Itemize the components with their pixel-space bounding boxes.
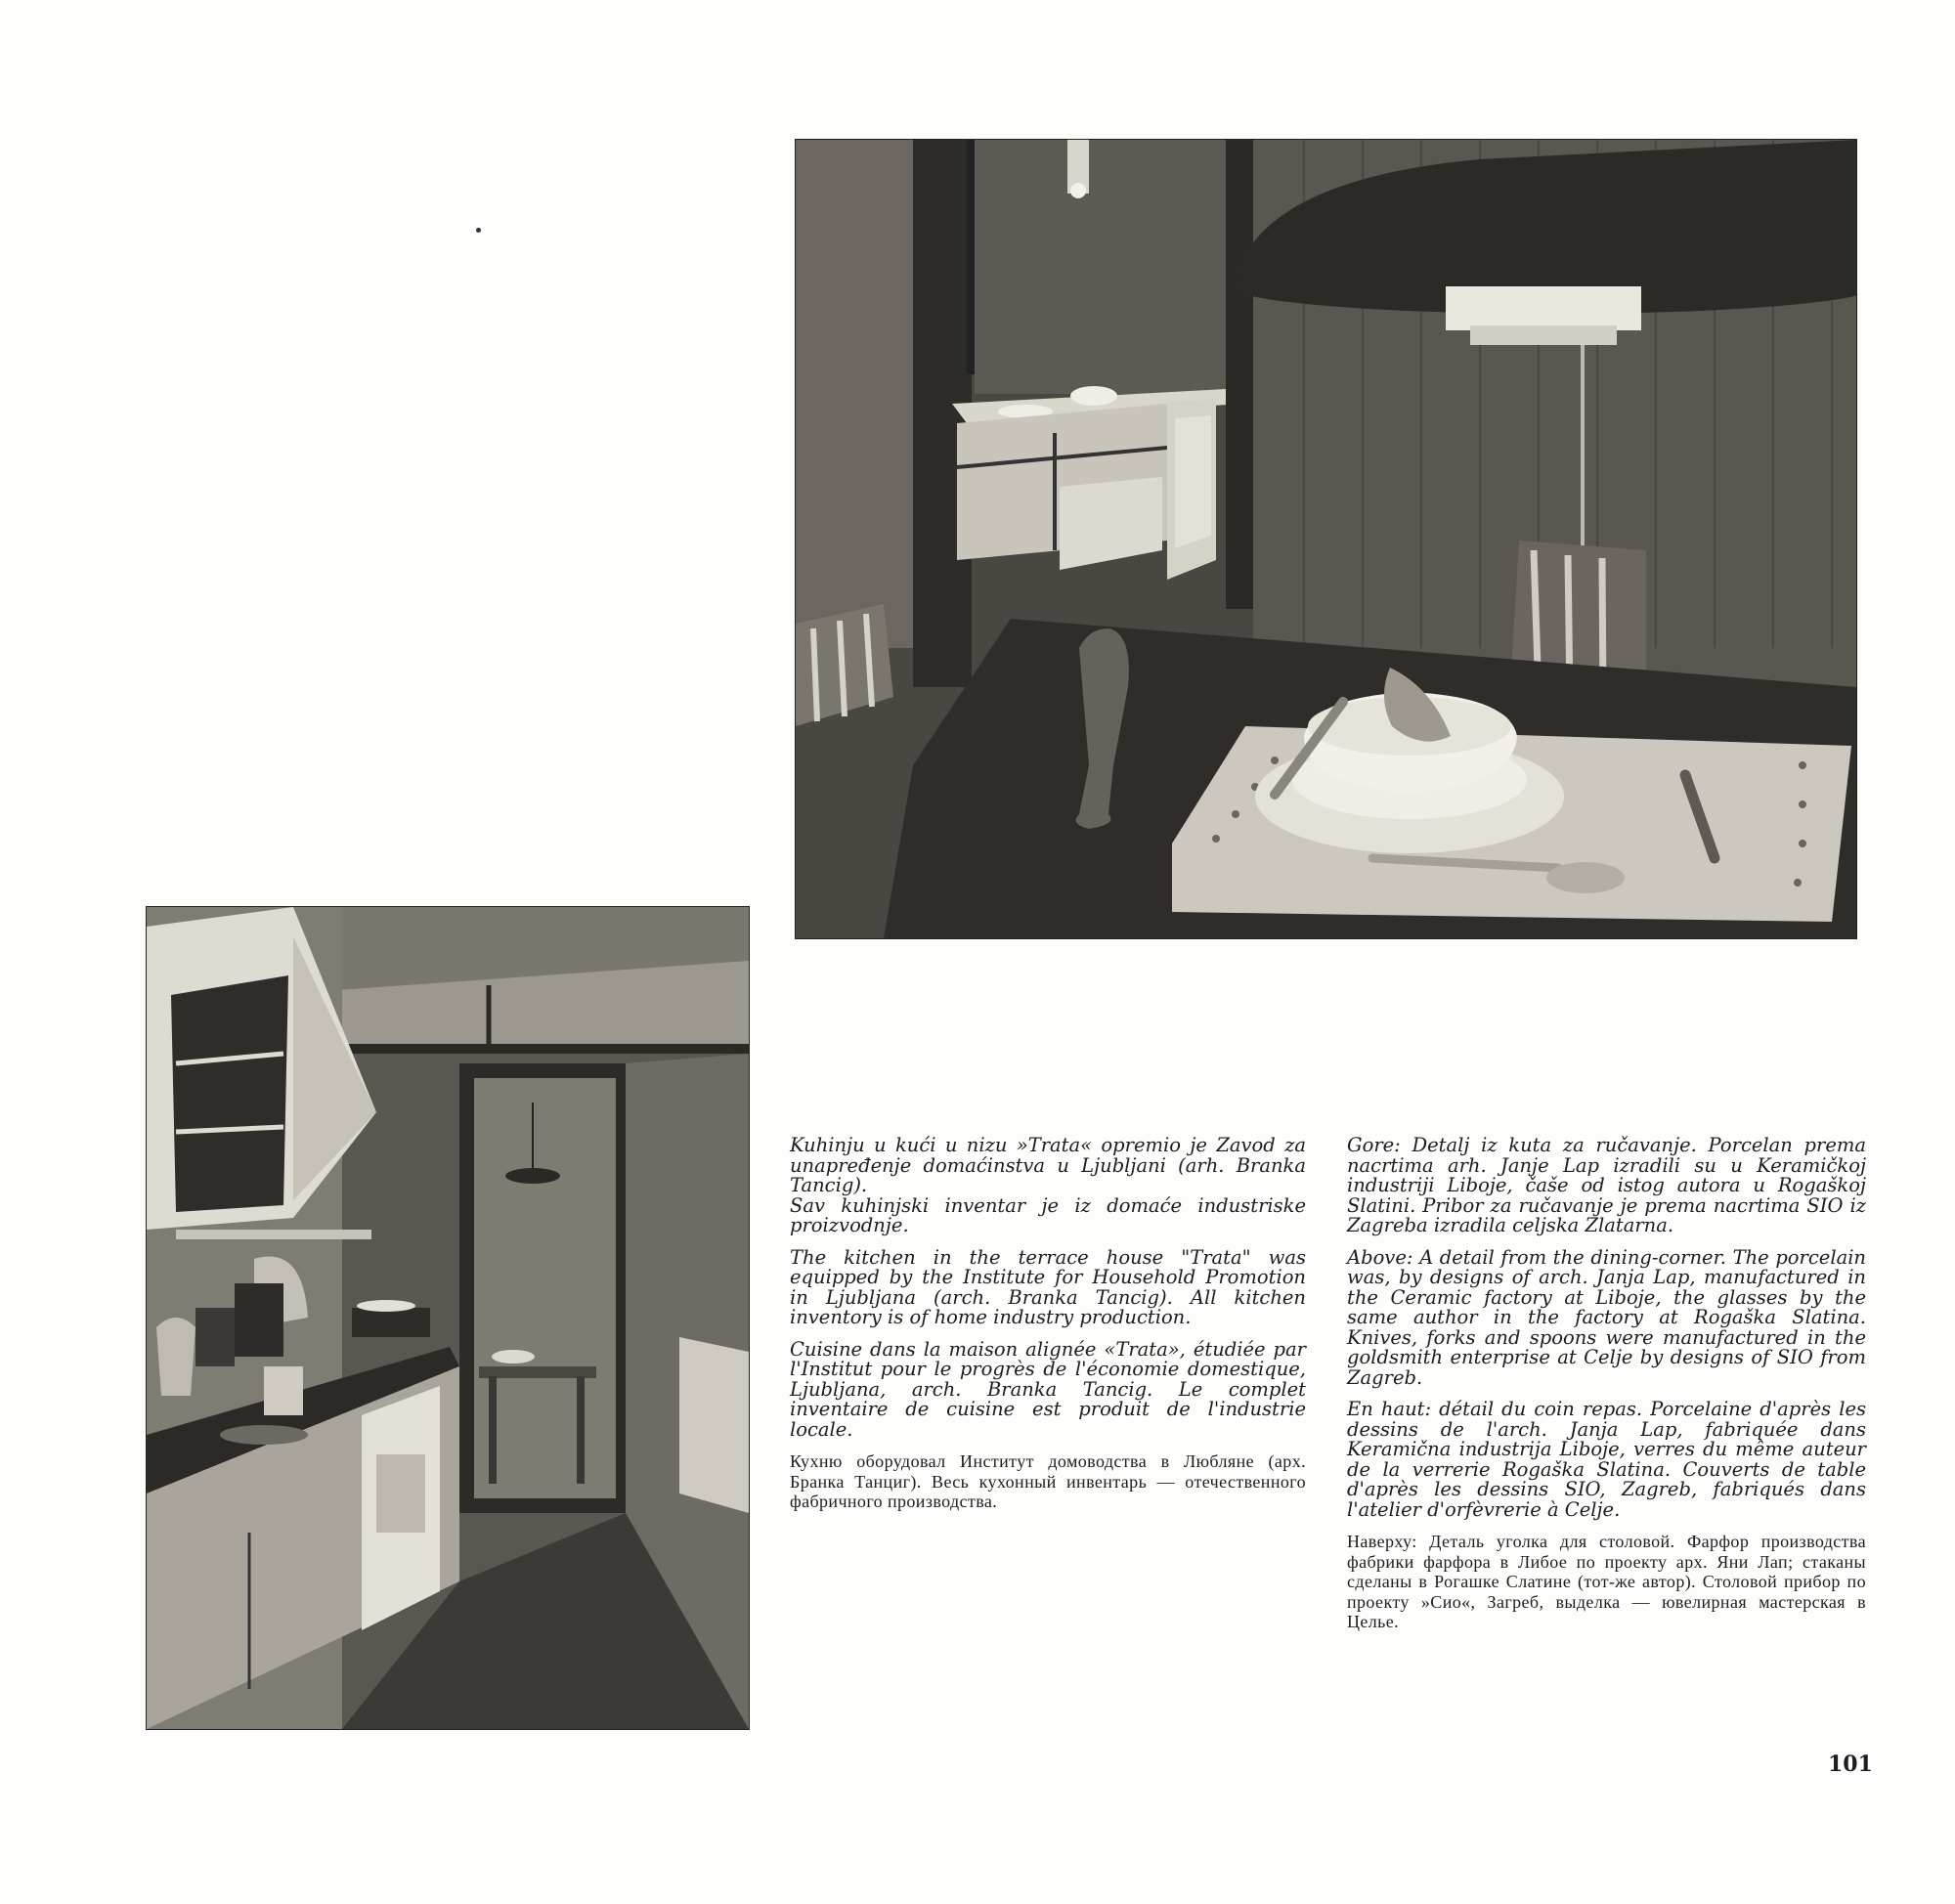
page-number: 101: [1828, 1752, 1873, 1777]
caption-kitchen-croatian: [790, 1136, 1306, 1236]
caption-dining: [1347, 1136, 1866, 1644]
caption-dining-russian: Наверху: Деталь уголка для столовой. Фарфор производства фабрики фарфора в Либое по проекту арх. Яни Лап; стаканы сделаны в Рогашке Слатине (тот-же автор). Столовой прибор по проекту »Сио«, Загреб, выделка — ювелирная мастерская в Целье.: [1347, 1532, 1866, 1631]
kitchen-illustration: [147, 907, 749, 1729]
caption-dining-english: Above: A detail from the dining-corner. The porcelain was, by designs of arch. Janja Lap, manufactured in the Ceramic factory at Liboje, the glasses by the same author in the factory at Rogaška Slatina. Knives, forks and spoons were manufactured in the goldsmith enterprise at Celje by designs of SIO from Zagreb.: [1347, 1245, 1866, 1389]
dining-corner-illustration: [796, 140, 1856, 938]
dining-corner-photo: [796, 140, 1856, 938]
caption-kitchen-english: The kitchen in the terrace house "Trata" was equipped by the Institute for Household Promotion in Ljubljana (arch. Branka Tancig). All kitchen inventory is of home industry production.: [790, 1245, 1306, 1328]
caption-dining-french: En haut: détail du coin repas. Porcelaine d'après les dessins de l'arch. Janja Lap, fabriquée dans Keramična industrija Liboje, verres du même auteur de la verrerie Rogaška Slatina. Couverts de table d'après les dessins SIO, Zagreb, fabriqués dans l'atelier d'orfèvrerie à Celje.: [1347, 1398, 1866, 1521]
kitchen-photo: [147, 907, 749, 1729]
caption-kitchen-russian: Кухню оборудовал Институт домоводства в Любляне (арх. Бранка Танциг). Весь кухонный инвентарь — отечественного фабричного производства.: [790, 1451, 1306, 1511]
caption-kitchen: [790, 1136, 1306, 1524]
caption-dining-croatian: Gore: Detalj iz kuta za ručavanje. Porcelan prema nacrtima arh. Janje Lap izradili su u Keramičkoj industriji Liboje, čaše od istog autora u Rogaškoj Slatini. Pribor za ručavanje je prema nacrtima SIO iz Zagreba izradila celjska Zlatarna.: [1347, 1134, 1866, 1236]
print-speck: [476, 228, 481, 233]
caption-kitchen-croatian-1: Kuhinju u kući u nizu »Trata« opremio je Zavod za unapređenje domaćinstva u Ljubljani (arh. Branka Tancig).: [790, 1134, 1306, 1196]
caption-kitchen-french: Cuisine dans la maison alignée «Trata», étudiée par l'Institut pour le progrès de l'économie domestique, Ljubljana, arch. Branka Tancig. Le complet inventaire de cuisine est produit de l'industrie locale.: [790, 1337, 1306, 1441]
caption-kitchen-croatian-2: Sav kuhinjski inventar je iz domaće industriske proizvodnje.: [790, 1193, 1306, 1236]
